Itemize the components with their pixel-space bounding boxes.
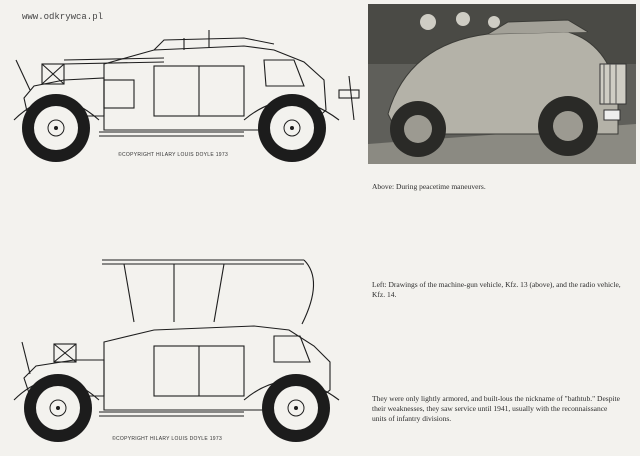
kfz14-line-art <box>4 250 366 450</box>
drawings-caption: Left: Drawings of the machine-gun vehicle, Kfz. 13 (above), and the radio vehicle, Kfz. 14. <box>372 280 621 299</box>
rear-wheel-icon <box>262 374 330 442</box>
kfz13-drawing <box>4 20 366 170</box>
watermark-url: www.odkrywca.pl <box>22 12 104 22</box>
rear-wheel-icon <box>258 94 326 162</box>
drawing-credit-top: ©COPYRIGHT HILARY LOUIS DOYLE 1973 <box>118 152 229 158</box>
drawing-credit-bottom: ©COPYRIGHT HILARY LOUIS DOYLE 1973 <box>112 436 223 442</box>
front-wheel-icon <box>22 94 90 162</box>
kfz14-drawing <box>4 250 366 450</box>
front-wheel-icon <box>24 374 92 442</box>
photo-caption: Above: During peacetime maneuvers. <box>372 182 486 191</box>
kfz13-line-art <box>4 20 366 170</box>
history-caption: They were only lightly armored, and built-lous the nickname of "bathtub." Despite their weaknesses, they saw service until 1941, usually with the reconnaissance units of infantry divisions. <box>372 394 620 423</box>
maneuvers-photo <box>368 4 636 164</box>
